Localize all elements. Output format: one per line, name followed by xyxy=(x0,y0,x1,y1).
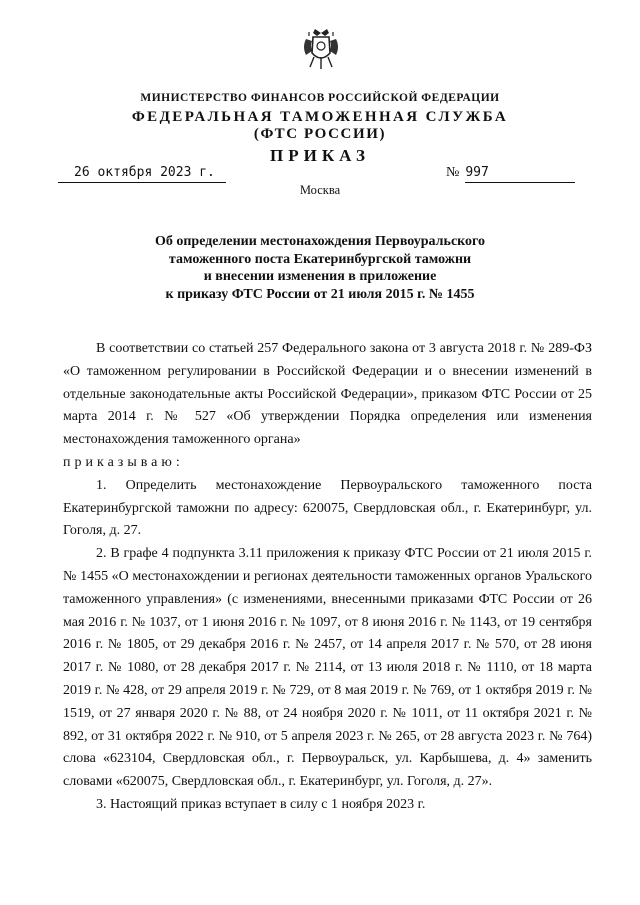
item-1-paragraph: 1. Определить местонахождение Первоуральского таможенного поста Екатеринбургской таможни по адресу: 620075, Свердловская обл., г. Екатеринбург, ул. Гоголя, д. 27. xyxy=(63,477,592,539)
title-line: Об определении местонахождения Первоуральского xyxy=(154,234,486,249)
item-3-paragraph: 3. Настоящий приказ вступает в силу с 1 ноября 2023 г. xyxy=(96,796,426,812)
order-date: 26 октября 2023 г. xyxy=(58,164,226,183)
document-title xyxy=(100,233,540,303)
title-line: к приказу ФТС России от 21 июля 2015 г. № 1455 xyxy=(165,286,475,302)
document-body xyxy=(63,338,592,817)
item-2-paragraph: 2. В графе 4 подпункта 3.11 приложения к приказу ФТС России от 21 июля 2015 г. № 1455 «О местонахождении и регионах деятельности таможенных органов Уральского таможенного управления» (с изменениями, внесенными приказами ФТС России от 26 мая 2016 г. № 1037, от 1 июня 2016 г. № 1097, от 8 июня 2016 г. № 1143, от 19 сентября 2016 г. № 1805, от 29 декабря 2016 г. № 2457, от 14 апреля 2017 г. № 570, от 28 июня 2017 г. № 1080, от 28 декабря 2017 г. № 2114, от 13 июля 2018 г. № 1110, от 18 марта 2019 г. № 428, от 29 апреля 2019 г. № 729, от 8 мая 2019 г. № 769, от 1 октября 2019 г. № 1519, от 27 января 2020 г. № 88, от 24 ноября 2020 г. № 1011, от 11 октября 2021 г. № 892, от 31 октября 2022 г. № 910, от 5 апреля 2023 г. № 265, от 28 августа 2023 г. № 764) слова «623104, Свердловская обл., г. Первоуральск, ул. Карбышева, д. 4» заменить словами «620075, Свердловская обл., г. Екатеринбург, ул. Гоголя, д. 27». xyxy=(63,546,592,790)
document-type: ПРИКАЗ xyxy=(270,146,370,165)
city: Москва xyxy=(299,183,341,197)
service-name: ФЕДЕРАЛЬНАЯ ТАМОЖЕННАЯ СЛУЖБА xyxy=(131,109,509,125)
ministry-name: МИНИСТЕРСТВО ФИНАНСОВ РОССИЙСКОЙ ФЕДЕРАЦИИ xyxy=(140,92,500,104)
order-number xyxy=(446,164,591,183)
service-abbreviation: (ФТС РОССИИ) xyxy=(253,126,387,142)
coat-of-arms-emblem xyxy=(300,27,342,71)
number-value: 997 xyxy=(465,164,575,183)
title-line: таможенного поста Екатеринбургской таможни xyxy=(168,251,472,267)
preamble-paragraph: В соответствии со статьей 257 Федерального закона от 3 августа 2018 г. № 289-ФЗ «О таможенном регулировании в Российской Федерации и о внесении изменений в отдельные законодательные акты Российской Федерации», приказом ФТС России от 25 марта 2014 г. № 527 «Об утверждении Порядка определения или изменения местонахождения таможенного органа» xyxy=(63,341,592,448)
number-label: № xyxy=(446,165,460,180)
title-line: и внесении изменения в приложение xyxy=(203,269,437,284)
order-word: приказываю: xyxy=(63,454,184,470)
